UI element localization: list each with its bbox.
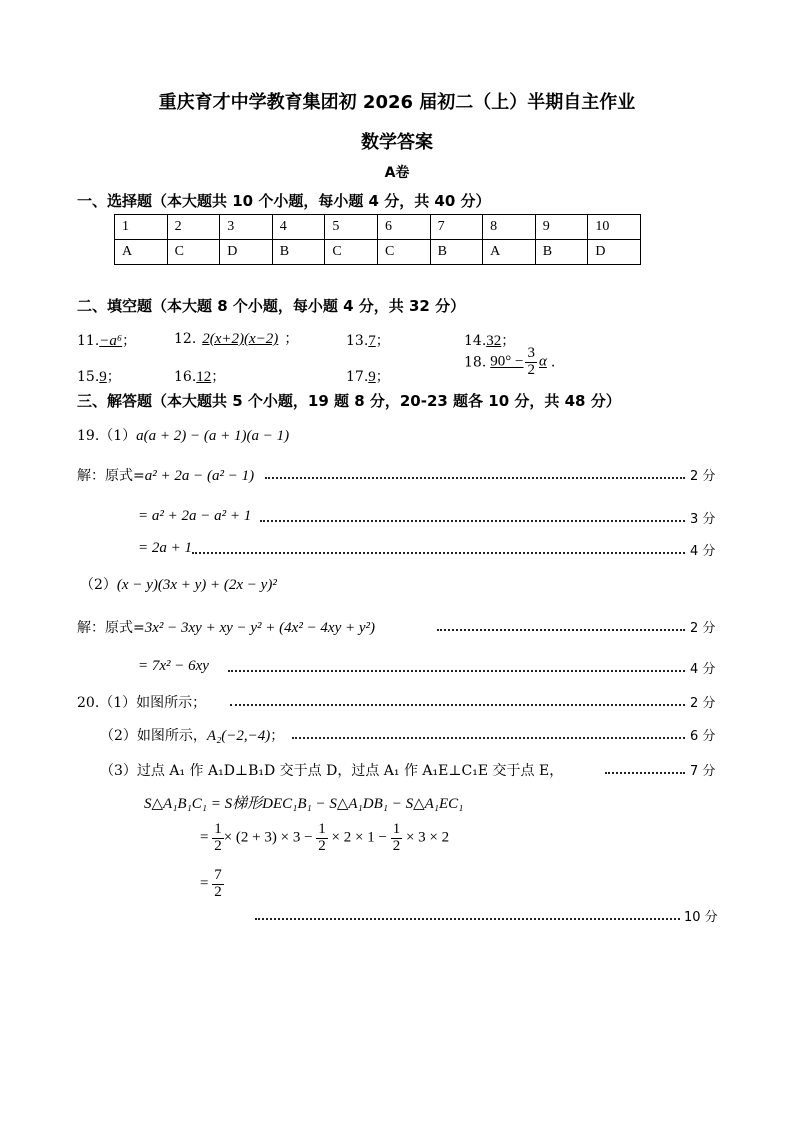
- fill-answer-14: 14.32；: [464, 333, 516, 349]
- score-label: 2 分: [690, 469, 716, 484]
- answer-table-numbers-row: [115, 215, 641, 240]
- fill-answer-18: 18. 90° − $\frac{3}{2}$ α .: [464, 345, 556, 378]
- table-cell: 4: [272, 215, 325, 240]
- table-cell: 9: [535, 215, 588, 240]
- page-subtitle: 数学答案: [361, 132, 433, 153]
- q19-part2-step2: = 7x² − 6xy: [138, 658, 209, 674]
- q19-part1-step3: = 2a + 1: [138, 540, 192, 556]
- table-cell: 6: [377, 215, 430, 240]
- table-cell: C: [325, 240, 378, 265]
- score-label: 2 分: [690, 696, 716, 711]
- dot-leader: [605, 772, 685, 774]
- table-cell: 1: [115, 215, 168, 240]
- table-cell: 2: [167, 215, 220, 240]
- dot-leader: [192, 552, 685, 554]
- fill-answer-16: 16.12；: [174, 369, 226, 385]
- fill-answer-15: 15.9；: [77, 369, 121, 385]
- answer-table-answers-row: [115, 240, 641, 265]
- q20-part2: （2）如图所示，A₂(−2,−4)；: [100, 728, 285, 744]
- area-calculation: = $\frac{1}{2}$ × (2 + 3) × 3 − $\frac{1}{2}$ × 2 × 1 − $\frac{1}{2}$ × 3 × 2: [200, 821, 450, 854]
- q19-part2-step1: 解：原式=3x² − 3xy + xy − y² + (4x² − 4xy + y²): [77, 620, 376, 636]
- score-label: 6 分: [690, 729, 716, 744]
- area-result: = $\frac{7}{2}$: [200, 867, 222, 900]
- table-cell: A: [483, 240, 536, 265]
- table-cell: B: [272, 240, 325, 265]
- part1-heading: 一、选择题（本大题共 10 个小题，每小题 4 分，共 40 分）: [77, 192, 491, 210]
- fill-answer-11: 11.−a⁶；: [77, 333, 137, 349]
- dot-leader: [292, 737, 685, 739]
- table-cell: 7: [430, 215, 483, 240]
- table-cell: 10: [588, 215, 641, 240]
- fill-answer-13: 13.7；: [346, 333, 390, 349]
- part2-heading: 二、填空题（本大题 8 个小题，每小题 4 分，共 32 分）: [77, 297, 466, 315]
- table-cell: 5: [325, 215, 378, 240]
- dot-leader: [437, 629, 685, 631]
- table-cell: 3: [220, 215, 273, 240]
- table-cell: B: [430, 240, 483, 265]
- q20-part1: 20.（1）如图所示；: [77, 695, 207, 711]
- score-label: 4 分: [690, 544, 716, 559]
- page-title: 重庆育才中学教育集团初 2026 届初二（上）半期自主作业: [158, 92, 636, 113]
- dot-leader: [230, 704, 685, 706]
- fill-answer-12: 12. 2(x+2)(x−2) ；: [174, 331, 299, 347]
- section-label: A卷: [384, 165, 410, 181]
- q19-part2-question: （2）(x − y)(3x + y) + (2x − y)²: [80, 577, 277, 593]
- table-cell: D: [220, 240, 273, 265]
- table-cell: C: [167, 240, 220, 265]
- q20-part3: （3）过点 A₁ 作 A₁D⊥B₁D 交于点 D，过点 A₁ 作 A₁E⊥C₁E 交于点 E，: [100, 763, 564, 779]
- answer-table: [114, 214, 641, 265]
- part3-heading: 三、解答题（本大题共 5 个小题，19 题 8 分，20-23 题各 10 分，共 48 分）: [77, 392, 621, 410]
- table-cell: C: [377, 240, 430, 265]
- dot-leader: [265, 477, 685, 479]
- table-cell: B: [535, 240, 588, 265]
- score-label: 2 分: [690, 621, 716, 636]
- score-label: 7 分: [690, 764, 716, 779]
- table-cell: 8: [483, 215, 536, 240]
- q19-part1-question: 19.（1）a(a + 2) − (a + 1)(a − 1): [77, 428, 290, 444]
- q19-part1-step2: = a² + 2a − a² + 1: [138, 508, 252, 524]
- fill-answer-17: 17.9；: [346, 369, 390, 385]
- score-label: 3 分: [690, 512, 716, 527]
- dot-leader: [260, 520, 685, 522]
- table-cell: A: [115, 240, 168, 265]
- score-label: 10 分: [684, 910, 718, 925]
- q19-part1-step1: 解：原式=a² + 2a − (a² − 1): [77, 468, 255, 484]
- area-equation: S△A₁B₁C₁ = S梯形DEC₁B₁ − S△A₁DB₁ − S△A₁EC₁: [144, 796, 464, 812]
- dot-leader: [228, 670, 685, 672]
- score-label: 4 分: [690, 662, 716, 677]
- dot-leader: [255, 918, 680, 920]
- table-cell: D: [588, 240, 641, 265]
